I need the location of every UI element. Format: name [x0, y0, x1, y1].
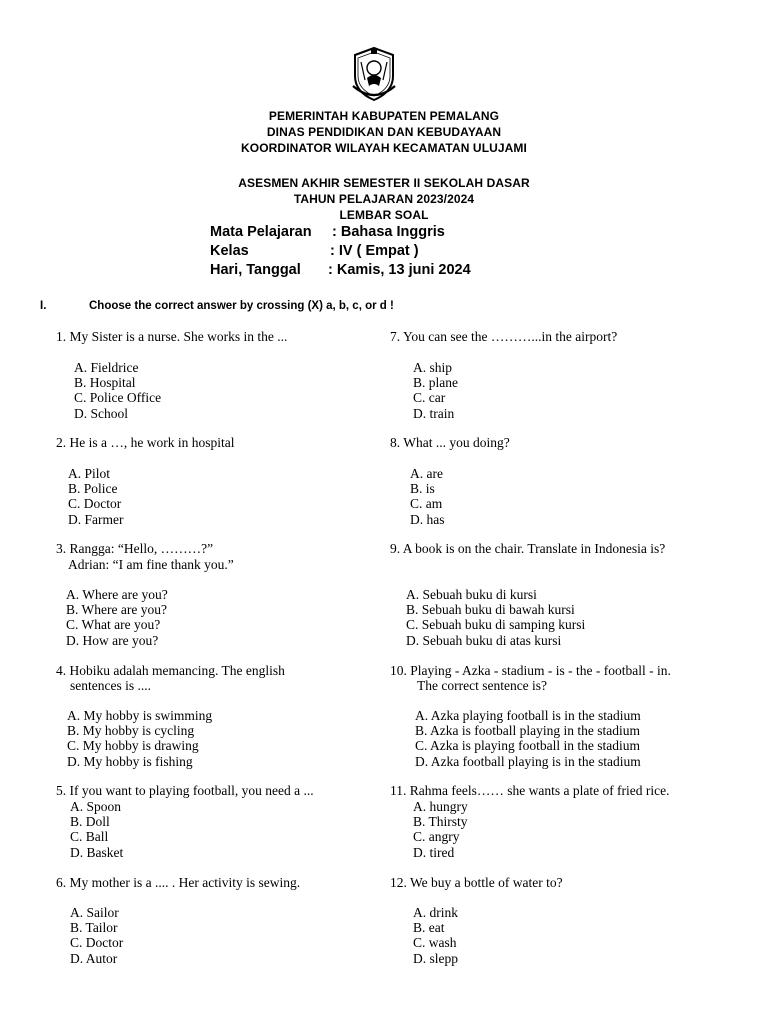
question-2-text: 2. He is a …, he work in hospital	[56, 435, 235, 450]
question-12-options	[413, 905, 458, 966]
question-6-option-c[interactable]: C. Doctor	[70, 935, 124, 951]
question-6-option-d[interactable]: D. Autor	[70, 950, 118, 966]
question-7-text: 7. You can see the ………...in the airport?	[390, 329, 618, 344]
question-8-option-a[interactable]: A. are	[410, 466, 443, 481]
question-11-option-a[interactable]: A. hungry	[413, 799, 468, 814]
meta-class-value: : IV ( Empat )	[330, 243, 419, 259]
question-4-text: 4. Hobiku adalah memancing. The english	[56, 663, 285, 678]
question-3-options	[66, 587, 168, 648]
meta-subject-label: Mata Pelajaran	[210, 224, 312, 240]
question-2-option-a[interactable]: A. Pilot	[68, 466, 111, 481]
exam-title-line-1: ASESMEN AKHIR SEMESTER II SEKOLAH DASAR	[238, 176, 530, 190]
question-4-option-a[interactable]: A. My hobby is swimming	[67, 708, 213, 723]
question-9-option-b[interactable]: B. Sebuah buku di bawah kursi	[406, 602, 575, 618]
question-9-options	[406, 587, 585, 648]
question-6-options	[70, 905, 123, 966]
question-8-option-d[interactable]: D. has	[410, 511, 445, 527]
question-4-option-c[interactable]: C. My hobby is drawing	[67, 738, 199, 754]
question-7-option-b[interactable]: B. plane	[413, 375, 458, 391]
question-10-text: 10. Playing - Azka - stadium - is - the - football - in.	[390, 663, 671, 678]
question-9-option-a[interactable]: A. Sebuah buku di kursi	[406, 587, 537, 602]
question-2-option-b[interactable]: B. Police	[68, 481, 118, 497]
section-number: I.	[40, 300, 47, 312]
question-8-option-c[interactable]: C. am	[410, 496, 443, 512]
question-11-text: 11. Rahma feels…… she wants a plate of fried rice.	[390, 783, 670, 798]
question-10-option-a[interactable]: A. Azka playing football is in the stadium	[415, 708, 641, 723]
question-5-options	[70, 799, 123, 860]
question-8-option-b[interactable]: B. is	[410, 481, 435, 497]
question-11-option-c[interactable]: C. angry	[413, 829, 460, 845]
question-2-option-d[interactable]: D. Farmer	[68, 511, 124, 527]
question-1-option-c[interactable]: C. Police Office	[74, 390, 162, 406]
question-1-option-a[interactable]: A. Fieldrice	[74, 360, 139, 375]
question-11-options	[413, 799, 468, 860]
question-2-option-c[interactable]: C. Doctor	[68, 496, 122, 512]
section-instruction: Choose the correct answer by crossing (X) a, b, c, or d !	[89, 300, 394, 312]
question-7-option-c[interactable]: C. car	[413, 390, 446, 406]
question-5-option-c[interactable]: C. Ball	[70, 829, 109, 845]
question-7-option-d[interactable]: D. train	[413, 405, 455, 421]
question-12-text: 12. We buy a bottle of water to?	[390, 875, 563, 890]
question-10-option-d[interactable]: D. Azka football playing is in the stadium	[415, 753, 641, 769]
question-4-text-line-2: sentences is ....	[70, 678, 151, 693]
question-12-option-d[interactable]: D. slepp	[413, 950, 458, 966]
question-5-option-b[interactable]: B. Doll	[70, 814, 110, 830]
meta-class-label: Kelas	[210, 243, 249, 259]
question-4-option-d[interactable]: D. My hobby is fishing	[67, 753, 193, 769]
question-11-option-b[interactable]: B. Thirsty	[413, 814, 468, 830]
question-12-option-b[interactable]: B. eat	[413, 920, 445, 936]
question-1-option-d[interactable]: D. School	[74, 405, 128, 421]
question-6-option-a[interactable]: A. Sailor	[70, 905, 119, 920]
exam-title-line-2: TAHUN PELAJARAN 2023/2024	[293, 192, 475, 206]
question-1-option-b[interactable]: B. Hospital	[74, 375, 136, 391]
question-11-option-d[interactable]: D. tired	[413, 844, 455, 860]
question-1-text: 1. My Sister is a nurse. She works in the ...	[56, 329, 288, 344]
letterhead-line-2: DINAS PENDIDIKAN DAN KEBUDAYAAN	[266, 125, 502, 139]
question-3-text-line-2: Adrian: “I am fine thank you.”	[68, 557, 234, 572]
question-4-option-b[interactable]: B. My hobby is cycling	[67, 723, 195, 739]
question-4-options	[67, 708, 212, 769]
question-6-text: 6. My mother is a .... . Her activity is sewing.	[56, 875, 301, 890]
meta-subject-value: : Bahasa Inggris	[332, 224, 445, 240]
question-5-option-d[interactable]: D. Basket	[70, 844, 124, 860]
question-3-option-a[interactable]: A. Where are you?	[66, 587, 168, 602]
meta-date-label: Hari, Tanggal	[210, 262, 301, 278]
meta-date-value: : Kamis, 13 juni 2024	[328, 262, 471, 278]
question-10-option-c[interactable]: C. Azka is playing football in the stadium	[415, 738, 640, 754]
question-3-option-d[interactable]: D. How are you?	[66, 632, 159, 648]
question-8-options	[410, 466, 445, 527]
question-9-text: 9. A book is on the chair. Translate in Indonesia is?	[390, 541, 666, 556]
question-5-text: 5. If you want to playing football, you need a ...	[56, 783, 314, 798]
question-9-option-c[interactable]: C. Sebuah buku di samping kursi	[406, 617, 586, 633]
letterhead-line-1: PEMERINTAH KABUPATEN PEMALANG	[268, 109, 500, 123]
letterhead-line-3: KOORDINATOR WILAYAH KECAMATAN ULUJAMI	[241, 141, 527, 155]
question-10-text-line-2: The correct sentence is?	[417, 678, 548, 693]
question-1-options	[74, 360, 161, 421]
question-3-text: 3. Rangga: “Hello, ………?”	[56, 541, 214, 556]
question-5-option-a[interactable]: A. Spoon	[70, 799, 122, 814]
regency-emblem-logo	[349, 46, 399, 102]
question-6-option-b[interactable]: B. Tailor	[70, 920, 118, 936]
question-12-option-c[interactable]: C. wash	[413, 935, 457, 951]
question-2-options	[68, 466, 123, 527]
question-7-option-a[interactable]: A. ship	[413, 360, 453, 375]
question-3-option-b[interactable]: B. Where are you?	[66, 602, 167, 618]
question-7-options	[413, 360, 458, 421]
question-8-text: 8. What ... you doing?	[390, 435, 510, 450]
question-12-option-a[interactable]: A. drink	[413, 905, 458, 920]
question-10-option-b[interactable]: B. Azka is football playing in the stadium	[415, 723, 640, 739]
question-10-options	[415, 708, 641, 769]
question-3-option-c[interactable]: C. What are you?	[66, 617, 161, 633]
question-9-option-d[interactable]: D. Sebuah buku di atas kursi	[406, 632, 562, 648]
exam-title-line-3: LEMBAR SOAL	[339, 208, 429, 222]
